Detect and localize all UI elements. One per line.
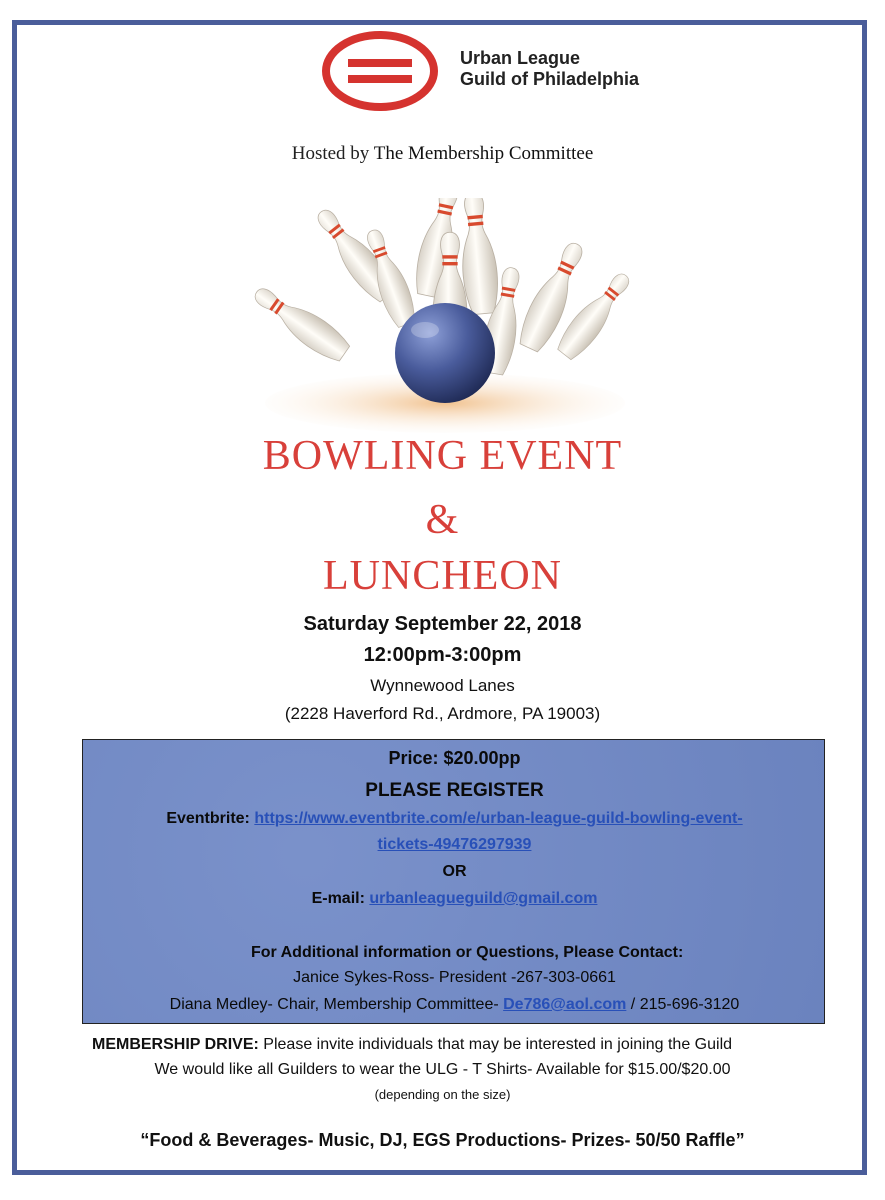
org-name-line1: Urban League — [460, 48, 581, 68]
email-label: E-mail: — [311, 890, 365, 907]
email-line — [83, 890, 826, 908]
size-note: (depending on the size) — [374, 1087, 511, 1102]
event-title-line3: LUNCHEON — [323, 553, 562, 599]
event-title-ampersand: & — [425, 497, 460, 543]
contact-chair-phone: / 215-696-3120 — [630, 996, 740, 1013]
contact-chair — [83, 996, 826, 1014]
urban-league-logo-icon — [320, 30, 440, 112]
eventbrite-line2 — [83, 836, 826, 854]
org-name-line2: Guild of Philadelphia — [460, 69, 640, 89]
register-heading: PLEASE REGISTER — [365, 780, 544, 801]
tshirt-note: We would like all Guilders to wear the ULG - T Shirts- Available for $15.00/$20.00 — [154, 1061, 731, 1078]
membership-drive — [92, 1036, 732, 1054]
email-link[interactable]: urbanleagueguild@gmail.com — [369, 890, 598, 907]
event-time: 12:00pm-3:00pm — [363, 644, 522, 666]
eventbrite-label: Eventbrite: — [166, 810, 250, 827]
eventbrite-link[interactable]: https://www.eventbrite.com/e/urban-league-guild-bowling-event- — [254, 810, 743, 827]
contact-president: Janice Sykes-Ross- President -267-303-0661 — [293, 969, 616, 986]
contact-chair-prefix: Diana Medley- Chair, Membership Committee- — [169, 996, 499, 1013]
bowling-pins-image — [245, 198, 645, 433]
contact-heading: For Additional information or Questions, Please Contact: — [251, 944, 684, 961]
hosted-prefix: Hosted by — [291, 143, 370, 164]
membership-drive-text: Please invite individuals that may be interested in joining the Guild — [263, 1036, 733, 1053]
registration-box — [82, 739, 825, 1024]
event-venue: Wynnewood Lanes — [370, 676, 515, 695]
org-name — [460, 48, 639, 90]
eventbrite-line — [83, 810, 826, 828]
food-line: “Food & Beverages- Music, DJ, EGS Productions- Prizes- 50/50 Raffle” — [140, 1130, 745, 1150]
eventbrite-link-cont[interactable]: tickets-49476297939 — [377, 836, 532, 853]
hosted-by — [0, 143, 885, 165]
or-separator: OR — [442, 863, 467, 880]
org-logo — [320, 30, 720, 112]
membership-drive-label: MEMBERSHIP DRIVE: — [92, 1036, 259, 1053]
event-title-line1: BOWLING EVENT — [262, 433, 623, 479]
event-address: (2228 Haverford Rd., Ardmore, PA 19003) — [284, 704, 601, 723]
contact-chair-email[interactable]: De786@aol.com — [503, 996, 627, 1013]
price: Price: $20.00pp — [388, 748, 521, 768]
hosted-committee: The Membership Committee — [373, 143, 594, 164]
event-date: Saturday September 22, 2018 — [303, 613, 582, 635]
